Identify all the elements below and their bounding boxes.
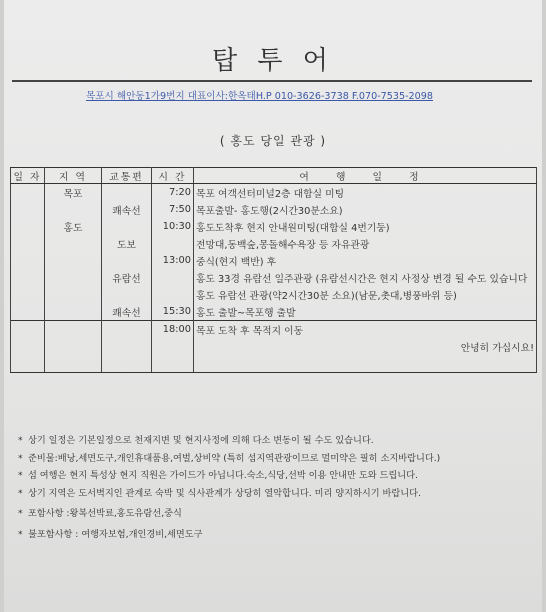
- cell-date: [11, 338, 45, 355]
- cell-date: [11, 286, 45, 303]
- cell-region: [45, 201, 102, 218]
- table-header-row: [11, 168, 537, 184]
- table-row: [11, 269, 537, 286]
- table-row: [11, 338, 537, 355]
- table-row: [11, 321, 537, 339]
- list-item: [18, 467, 538, 485]
- cell-region: [45, 338, 102, 355]
- bullet-marker: *: [18, 435, 23, 446]
- cell-transport: [102, 338, 152, 355]
- cell-region: [45, 252, 102, 269]
- farewell-message: 안녕히 가십시요!: [194, 338, 537, 355]
- table-row: [11, 235, 537, 252]
- cell-region: [45, 269, 102, 286]
- note-text: 상기 지역은 도서벽지인 관계로 숙박 및 식사관계가 상당히 열악합니다. 미리 양지하시기 바랍니다.: [28, 487, 421, 499]
- note-text: 상기 일정은 기본일정으로 천재지변 및 현지사정에 의해 다소 변동이 될 수도 있습니다.: [28, 435, 374, 446]
- cell-itinerary: 중식(현지 백반) 후: [194, 252, 537, 269]
- cell-itinerary: 목포 도착 후 목적지 이동: [194, 321, 537, 339]
- header-transport: 교통편: [102, 168, 152, 184]
- cell-date: [11, 184, 45, 202]
- table-row: [11, 252, 537, 269]
- cell-region: [45, 321, 102, 339]
- cell-region: [45, 235, 102, 252]
- cell-date: [11, 201, 45, 218]
- title-divider: [12, 80, 532, 82]
- cell-region: [45, 303, 102, 321]
- table-row: [11, 355, 537, 373]
- bullet-marker: *: [18, 528, 23, 540]
- cell-date: [11, 303, 45, 321]
- cell-time: 15:30: [152, 303, 194, 321]
- schedule-table: [10, 167, 537, 373]
- table-row: [11, 286, 537, 303]
- note-text: 섬 여행은 현지 특성상 현지 직원은 가이드가 아닙니다.숙소,식당,선박 이용 안내만 도와 드립니다.: [28, 470, 418, 481]
- cell-itinerary: 홍도 33경 유람선 일주관광 (유람선시간은 현지 사정상 변경 될 수도 있습니다: [194, 269, 537, 286]
- included-items: 포함사항 :왕복선박료,홍도유람선,중식: [28, 508, 182, 519]
- notes-list: [18, 432, 538, 543]
- bullet-marker: *: [18, 508, 23, 519]
- table-row: [11, 184, 537, 202]
- cell-date: [11, 321, 45, 339]
- cell-transport: 유람선: [102, 269, 152, 286]
- bullet-marker: *: [18, 470, 23, 481]
- cell-time: 13:00: [152, 252, 194, 269]
- cell-region: [45, 286, 102, 303]
- excluded-items: 불포함사항 : 여행자보험,개인경비,세면도구: [28, 528, 203, 540]
- cell-itinerary: 홍도 출발~목포행 출발: [194, 303, 537, 321]
- cell-itinerary: 홍도 유람선 관광(약2시간30분 소요)(남문,촛대,병풍바위 등): [194, 286, 537, 303]
- cell-date: [11, 355, 45, 373]
- cell-region: 목포: [45, 184, 102, 202]
- list-item: [18, 526, 538, 544]
- table-row: [11, 303, 537, 321]
- cell-date: [11, 269, 45, 286]
- cell-region: 홍도: [45, 218, 102, 235]
- cell-region: [45, 355, 102, 373]
- cell-time: [152, 235, 194, 252]
- cell-transport: [102, 184, 152, 202]
- cell-transport: [102, 355, 152, 373]
- cell-time: 10:30: [152, 218, 194, 235]
- cell-itinerary: 목포 여객선터미널2층 대합실 미팅: [194, 184, 537, 202]
- table-row: [11, 218, 537, 235]
- cell-date: [11, 218, 45, 235]
- cell-itinerary: 목포출발- 홍도행(2시간30분소요): [194, 201, 537, 218]
- cell-time: 7:50: [152, 201, 194, 218]
- cell-transport: [102, 218, 152, 235]
- cell-date: [11, 252, 45, 269]
- cell-transport: [102, 286, 152, 303]
- cell-itinerary: [194, 355, 537, 373]
- list-item: [18, 450, 538, 468]
- header-itinerary: 여 행 일 정: [194, 168, 537, 184]
- cell-time: 7:20: [152, 184, 194, 202]
- cell-time: [152, 286, 194, 303]
- cell-itinerary: 홍도도착후 현지 안내원미팅(대합실 4번기둥): [194, 218, 537, 235]
- cell-transport: 쾌속선: [102, 201, 152, 218]
- cell-transport: [102, 252, 152, 269]
- list-item: [18, 505, 538, 523]
- document-page: [4, 0, 542, 612]
- cell-transport: [102, 321, 152, 339]
- header-region: 지 역: [45, 168, 102, 184]
- tour-subtitle: ( 홍도 당일 관광 ): [219, 134, 327, 148]
- list-item: [18, 485, 538, 503]
- bullet-marker: *: [18, 487, 23, 499]
- list-item: [18, 432, 538, 450]
- bullet-marker: *: [18, 452, 23, 464]
- cell-time: 18:00: [152, 321, 194, 339]
- cell-time: [152, 269, 194, 286]
- table-row: [11, 201, 537, 218]
- note-text: 준비물:배낭,세면도구,개인휴대품용,여벌,상비약 (특히 섬지역관광이므로 멀미약은 필히 소지바랍니다.): [28, 452, 441, 464]
- company-contact[interactable]: 목포시 해안동1가9번지 대표이사:한옥태H.P 010-3626-3738 F.070-7535-2098: [86, 91, 433, 102]
- cell-date: [11, 235, 45, 252]
- cell-transport: 도보: [102, 235, 152, 252]
- cell-itinerary: 전망대,동백숲,몽돌해수욕장 등 자유관광: [194, 235, 537, 252]
- page-title: 탑 투 어: [212, 46, 334, 76]
- header-date: 일 자: [11, 168, 45, 184]
- cell-time: [152, 338, 194, 355]
- header-time: 시 간: [152, 168, 194, 184]
- cell-transport: 쾌속선: [102, 303, 152, 321]
- cell-time: [152, 355, 194, 373]
